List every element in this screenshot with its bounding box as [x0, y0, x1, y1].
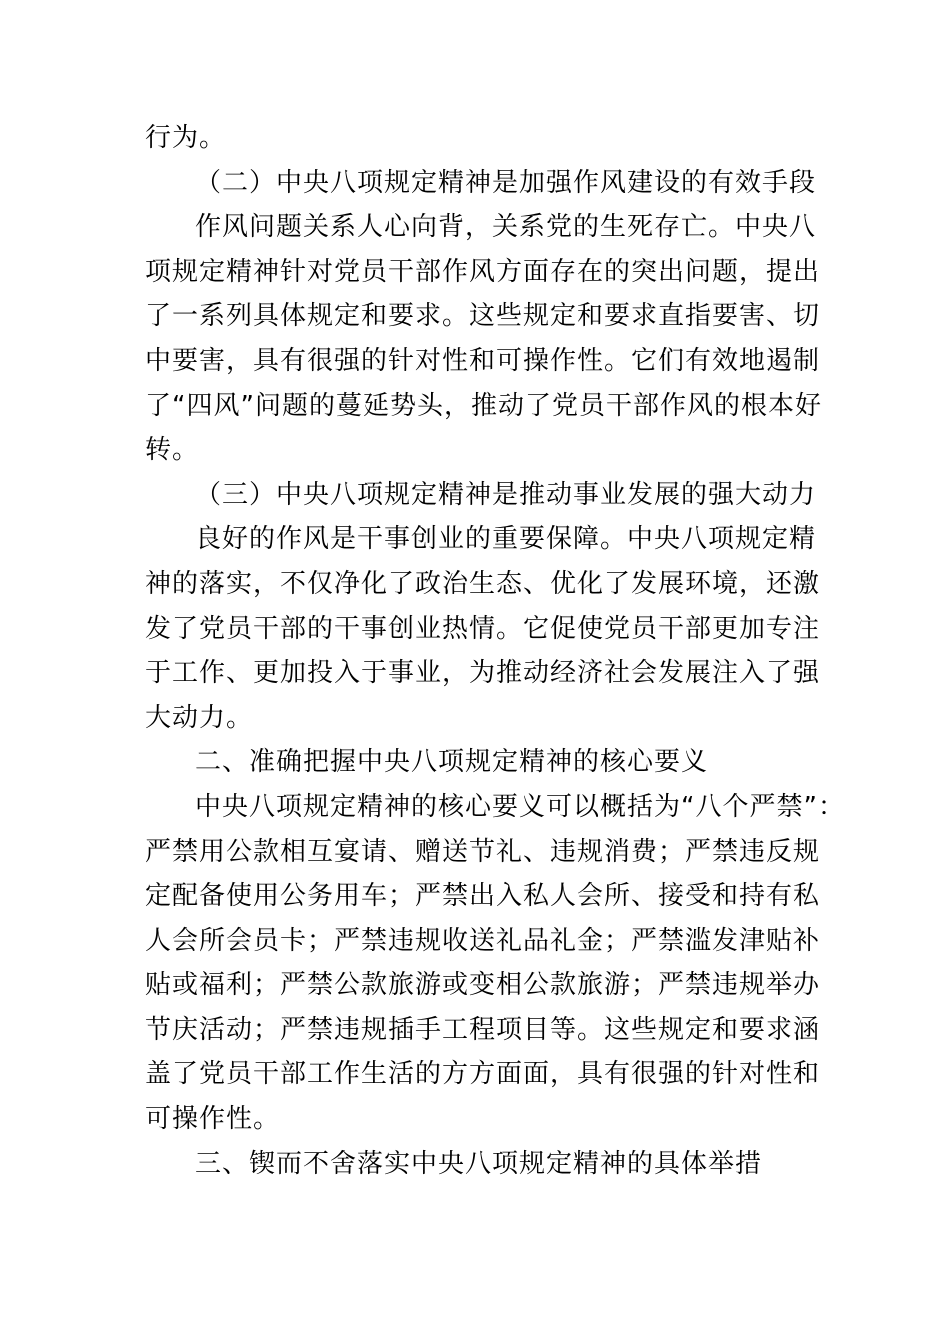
paragraph: [145, 116, 810, 161]
paragraph: [145, 205, 822, 473]
text-line: 二、准确把握中央八项规定精神的核心要义: [195, 747, 709, 778]
document-page: [145, 116, 845, 1186]
text-line: 项规定精神针对党员干部作风方面存在的突出问题，提出: [145, 256, 821, 287]
text-line: 贴或福利；严禁公款旅游或变相公款旅游；严禁违规举办: [145, 970, 821, 1001]
paragraph: [145, 785, 845, 1142]
text-line: 人会所会员卡；严禁违规收送礼品礼金；严禁滥发津贴补: [145, 925, 821, 956]
text-line: 发了党员干部的干事创业热情。它促使党员干部更加专注: [145, 613, 821, 644]
text-line: 中要害，具有很强的针对性和可操作性。它们有效地遏制: [145, 345, 821, 376]
text-line: 大动力。: [145, 702, 254, 733]
text-line: （二）中央八项规定精神是加强作风建设的有效手段: [195, 167, 817, 198]
section-heading: [145, 1142, 810, 1187]
text-line: 了“四风”问题的蔓延势头，推动了党员干部作风的根本好: [145, 390, 822, 421]
text-line: 作风问题关系人心向背，关系党的生死存亡。中央八: [195, 212, 817, 243]
text-line: 中央八项规定精神的核心要义可以概括为“八个严禁”：: [195, 791, 845, 822]
text-line: 了一系列具体规定和要求。这些规定和要求直指要害、切: [145, 301, 821, 332]
text-line: 盖了党员干部工作生活的方方面面，具有很强的针对性和: [145, 1059, 821, 1090]
text-line: 良好的作风是干事创业的重要保障。中央八项规定精: [195, 524, 817, 555]
text-line: 神的落实，不仅净化了政治生态、优化了发展环境，还激: [145, 568, 821, 599]
text-line: 转。: [145, 435, 200, 466]
text-line: （三）中央八项规定精神是推动事业发展的强大动力: [195, 479, 817, 510]
text-line: 可操作性。: [145, 1104, 281, 1135]
paragraph: [145, 517, 821, 740]
text-line: 于工作、更加投入于事业，为推动经济社会发展注入了强: [145, 658, 821, 689]
section-heading: [145, 473, 817, 518]
section-heading: [145, 161, 817, 206]
text-line: 严禁用公款相互宴请、赠送节礼、违规消费；严禁违反规: [145, 836, 821, 867]
text-line: 节庆活动；严禁违规插手工程项目等。这些规定和要求涵: [145, 1014, 821, 1045]
text-line: 定配备使用公务用车；严禁出入私人会所、接受和持有私: [145, 881, 821, 912]
text-line: 三、锲而不舍落实中央八项规定精神的具体举措: [195, 1148, 763, 1179]
section-heading: [145, 740, 810, 785]
text-line: 行为。: [145, 123, 227, 153]
